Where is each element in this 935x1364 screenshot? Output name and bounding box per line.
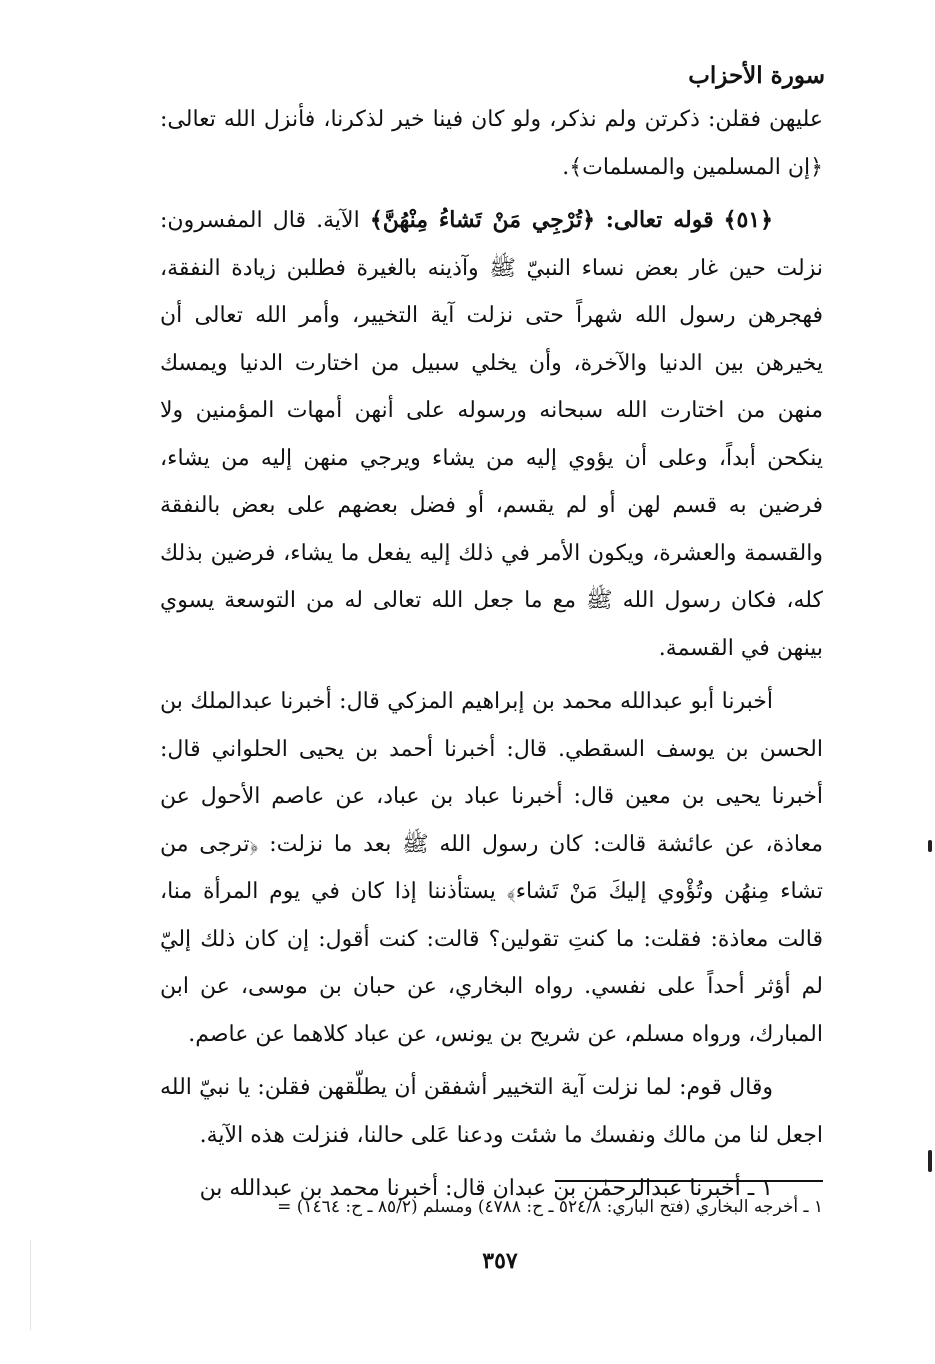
scan-edge-mark — [928, 1150, 932, 1172]
running-header-surah-title: سورة الأحزاب — [688, 62, 825, 89]
page-number: ٣٥٧ — [482, 1248, 518, 1274]
footnote: ١ ـ أخرجه البخاري (فتح الباري: ٥٢٤/٨ ـ ح: ٤٧٨٨) ومسلم (٨٥/٢ ـ ح: ١٤٦٤) = — [277, 1197, 823, 1217]
paragraph-other-opinion: وقال قوم: لما نزلت آية التخيير أشفقن أن يطلّقهن فقلن: يا نبيّ الله اجعل لنا من مالك ونفسك ما شئت ودعنا عَلى حالنا، فنزلت هذه الآية. — [160, 1075, 823, 1148]
verse-quote-lead: قوله تعالى: ﴿تُرْجِي مَنْ تَشاءُ مِنْهُنَّ﴾ — [369, 207, 714, 233]
paragraph-hadith-chain: أخبرنا أبو عبدالله محمد بن إبراهيم المزكي قال: أخبرنا عبدالملك بن الحسن بن يوسف السقطي. قال: أخبرنا أحمد بن يحيى الحلواني قال: أخبرنا يحيى بن معين قال: أخبرنا عباد بن عباد، عن عاصم الأحول عن معاذة، عن عائشة قالت: كان رسول الله ﷺ بعد ما نزلت: ﴿ترجى من تشاء مِنهُن وتُؤْوي إليكَ مَنْ تَشاء﴾ يستأذننا إذا كان في يوم المرأة منا، قالت معاذة: فقلت: ما كنتِ تقولين؟ قالت: كنت أقول: إن كان ذلك إليّ لم أؤثر أحداً على نفسي. رواه البخاري، عن حبان بن موسى، عن ابن المبارك، ورواه مسلم، عن شريح بن يونس، عن عباد كلاهما عن عاصم. — [160, 689, 823, 1047]
scan-edge-mark — [928, 840, 932, 852]
scan-artifact-line — [30, 1240, 31, 1330]
verse-number: ﴿٥١﴾ — [723, 207, 774, 233]
paragraph-verse-51 — [160, 197, 823, 672]
paragraph-continuation: عليهن فقلن: ذكرتن ولم نذكر، ولو كان فينا خير لذكرنا، فأنزل الله تعالى: ﴿إن المسلمين والمسلمات﴾. — [160, 107, 823, 180]
verse-commentary: الآية. قال المفسرون: نزلت حين غار بعض نساء النبيّ ﷺ وآذينه بالغيرة فطلبن زيادة النفقة، فهجرهن رسول الله شهراً حتى نزلت آية التخيير، وأمر الله تعالى أن يخيرهن بين الدنيا والآخرة، وأن يخلي سبيل من اختارت الدنيا ويمسك منهن من اختارت الله سبحانه ورسوله على أنهن أمهات المؤمنين ولا ينكحن أبداً، وعلى أن يؤوي إليه من يشاء ويرجي منهن إليه من يشاء، فرضين به قسم لهن أو لم يقسم، أو فضل بعضهم على بعض بالنفقة والقسمة والعشرة، ويكون الأمر في ذلك إليه يفعل ما يشاء، فرضين بذلك كله، فكان رسول الله ﷺ مع ما جعل الله تعالى له من التوسعة يسوي بينهن في القسمة. — [160, 208, 823, 661]
footnote-separator — [555, 1180, 823, 1182]
paragraph-narration-1: ١ ـ أخبرنا عبدالرحمٰن بن عبدان قال: أخبرنا محمد بن عبدالله بن — [199, 1176, 773, 1201]
page-body — [160, 96, 823, 1213]
